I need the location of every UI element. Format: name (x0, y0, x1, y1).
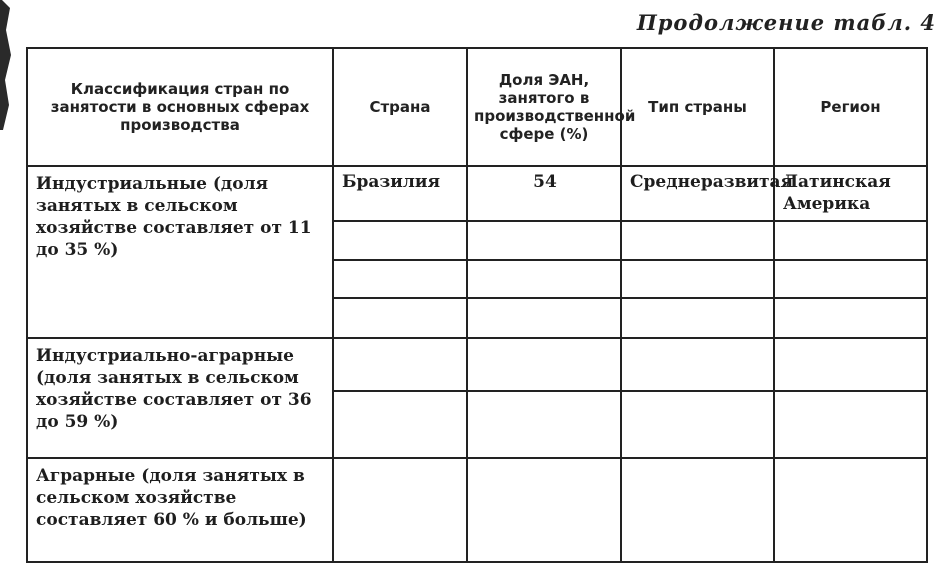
cell-type (621, 298, 774, 338)
cell-country (333, 260, 467, 298)
header-row (27, 48, 927, 166)
group-label-industrial-agrarian: Индустриально-аграрные (доля занятых в сельском хозяйстве составляет от 36 до 59 %) (27, 338, 333, 458)
cell-share (467, 260, 621, 298)
header-country-type: Тип страны (621, 48, 774, 166)
cell-region (774, 221, 927, 260)
cell-country (333, 298, 467, 338)
cell-country (333, 221, 467, 260)
cell-country: Бразилия (333, 166, 467, 221)
cell-share: 54 (467, 166, 621, 221)
cell-region (774, 391, 927, 458)
header-share: Доля ЭАН, занятого в производственной сфере (%) (467, 48, 621, 166)
cell-region (774, 458, 927, 562)
cell-type: Среднеразвитая (621, 166, 774, 221)
cell-country (333, 458, 467, 562)
cell-type (621, 221, 774, 260)
cell-type (621, 458, 774, 562)
table-row (27, 166, 927, 221)
binding-edge-mark (0, 0, 14, 130)
table-row (27, 458, 927, 562)
header-country: Страна (333, 48, 467, 166)
cell-region (774, 260, 927, 298)
cell-type (621, 260, 774, 298)
cell-share (467, 298, 621, 338)
cell-share (467, 221, 621, 260)
cell-share (467, 391, 621, 458)
group-label-agrarian: Аграрные (доля занятых в сельском хозяйстве составляет 60 % и больше) (27, 458, 333, 562)
cell-country (333, 338, 467, 391)
cell-region (774, 298, 927, 338)
group-label-industrial: Индустриальные (доля занятых в сельском хозяйстве составляет от 11 до 35 %) (27, 166, 333, 338)
header-classification: Классификация стран по занятости в основных сферах производства (27, 48, 333, 166)
cell-type (621, 391, 774, 458)
cell-type (621, 338, 774, 391)
cell-share (467, 458, 621, 562)
table-caption: Продолжение табл. 4 (636, 10, 936, 35)
header-region: Регион (774, 48, 927, 166)
cell-share (467, 338, 621, 391)
cell-country (333, 391, 467, 458)
table-row (27, 338, 927, 391)
classification-table (26, 47, 928, 563)
cell-region (774, 338, 927, 391)
cell-region: Латинская Америка (774, 166, 927, 221)
